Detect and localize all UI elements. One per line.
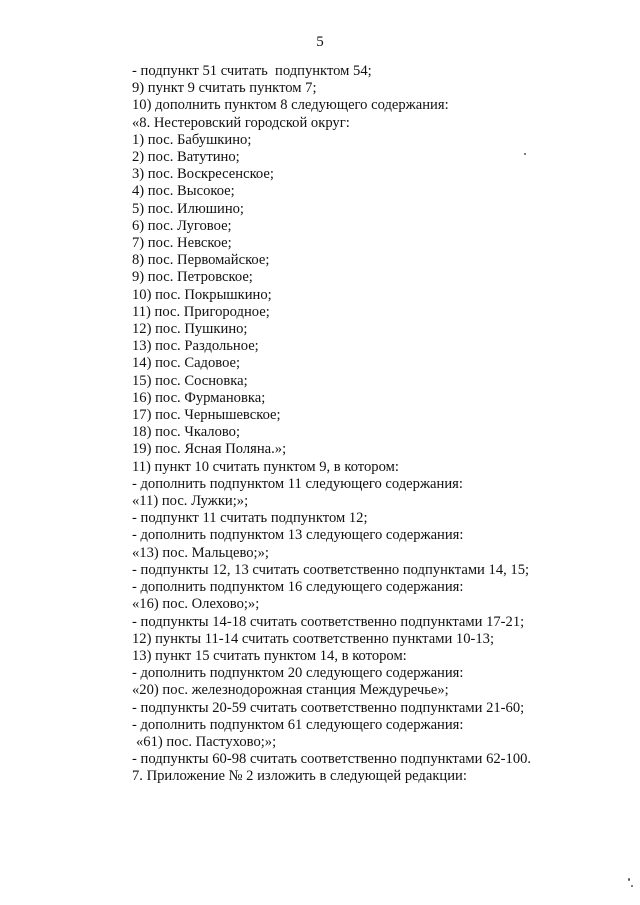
page-number: 5 [316, 34, 324, 50]
text-line: 12) пос. Пушкино; [132, 321, 248, 338]
text-line: «20) пос. железнодорожная станция Междуречье»; [132, 682, 449, 699]
text-line: 11) пос. Пригородное; [132, 303, 270, 320]
text-line: «61) пос. Пастухово;»; [136, 733, 277, 750]
text-line: «11) пос. Лужки;»; [132, 493, 249, 510]
text-line: - подпункты 14-18 считать соответственно подпунктами 17-21; [132, 613, 525, 630]
text-line: «13) пос. Мальцево;»; [132, 544, 269, 561]
scan-speck [628, 878, 630, 881]
text-line: - дополнить подпунктом 16 следующего содержания: [132, 579, 464, 596]
text-line: «16) пос. Олехово;»; [132, 596, 260, 613]
text-line: 2) пос. Ватутино; [132, 149, 240, 166]
text-line: 10) пос. Покрышкино; [132, 286, 272, 303]
scan-speck [524, 153, 526, 155]
text-line: - подпункты 12, 13 считать соответственно подпунктами 14, 15; [132, 561, 530, 578]
text-line: - подпункты 20-59 считать соответственно подпунктами 21-60; [132, 699, 525, 716]
text-line: 4) пос. Высокое; [132, 183, 235, 200]
text-line: 9) пункт 9 считать пунктом 7; [132, 80, 317, 97]
text-line: 19) пос. Ясная Поляна.»; [132, 441, 287, 458]
text-line: 13) пос. Раздольное; [132, 338, 259, 355]
text-line: - подпункт 51 считать подпунктом 54; [132, 63, 372, 79]
text-line: 9) пос. Петровское; [132, 269, 253, 286]
text-line: 14) пос. Садовое; [132, 355, 241, 372]
text-line: 3) пос. Воскресенское; [132, 166, 274, 183]
text-line: «8. Нестеровский городской округ: [132, 114, 350, 131]
text-line: 7) пос. Невское; [132, 235, 232, 252]
text-line: - дополнить подпунктом 61 следующего содержания: [132, 716, 464, 733]
text-line: 5) пос. Илюшино; [132, 200, 244, 217]
text-line: 16) пос. Фурмановка; [132, 389, 266, 406]
text-line: 17) пос. Чернышевское; [132, 407, 281, 424]
text-line: - дополнить подпунктом 20 следующего содержания: [132, 665, 464, 682]
text-line: 6) пос. Луговое; [132, 217, 232, 234]
text-line: 13) пункт 15 считать пунктом 14, в котором: [132, 647, 407, 664]
text-line: - дополнить подпунктом 13 следующего содержания: [132, 527, 464, 544]
text-line: 7. Приложение № 2 изложить в следующей редакции: [132, 768, 467, 785]
text-line: 15) пос. Сосновка; [132, 372, 248, 389]
scan-speck [631, 885, 633, 887]
text-line: 10) дополнить пунктом 8 следующего содержания: [132, 97, 449, 114]
text-line: - подпункт 11 считать подпунктом 12; [132, 510, 368, 527]
document-body [132, 63, 612, 786]
text-line: 11) пункт 10 считать пунктом 9, в котором: [132, 458, 399, 475]
text-line: - дополнить подпунктом 11 следующего содержания: [132, 475, 463, 492]
text-line: 12) пункты 11-14 считать соответственно пунктами 10-13; [132, 630, 495, 647]
text-line: 1) пос. Бабушкино; [132, 131, 252, 148]
text-line: 8) пос. Первомайское; [132, 252, 270, 269]
text-line: 18) пос. Чкалово; [132, 424, 241, 441]
text-line: - подпункты 60-98 считать соответственно подпунктами 62-100. [132, 751, 532, 768]
